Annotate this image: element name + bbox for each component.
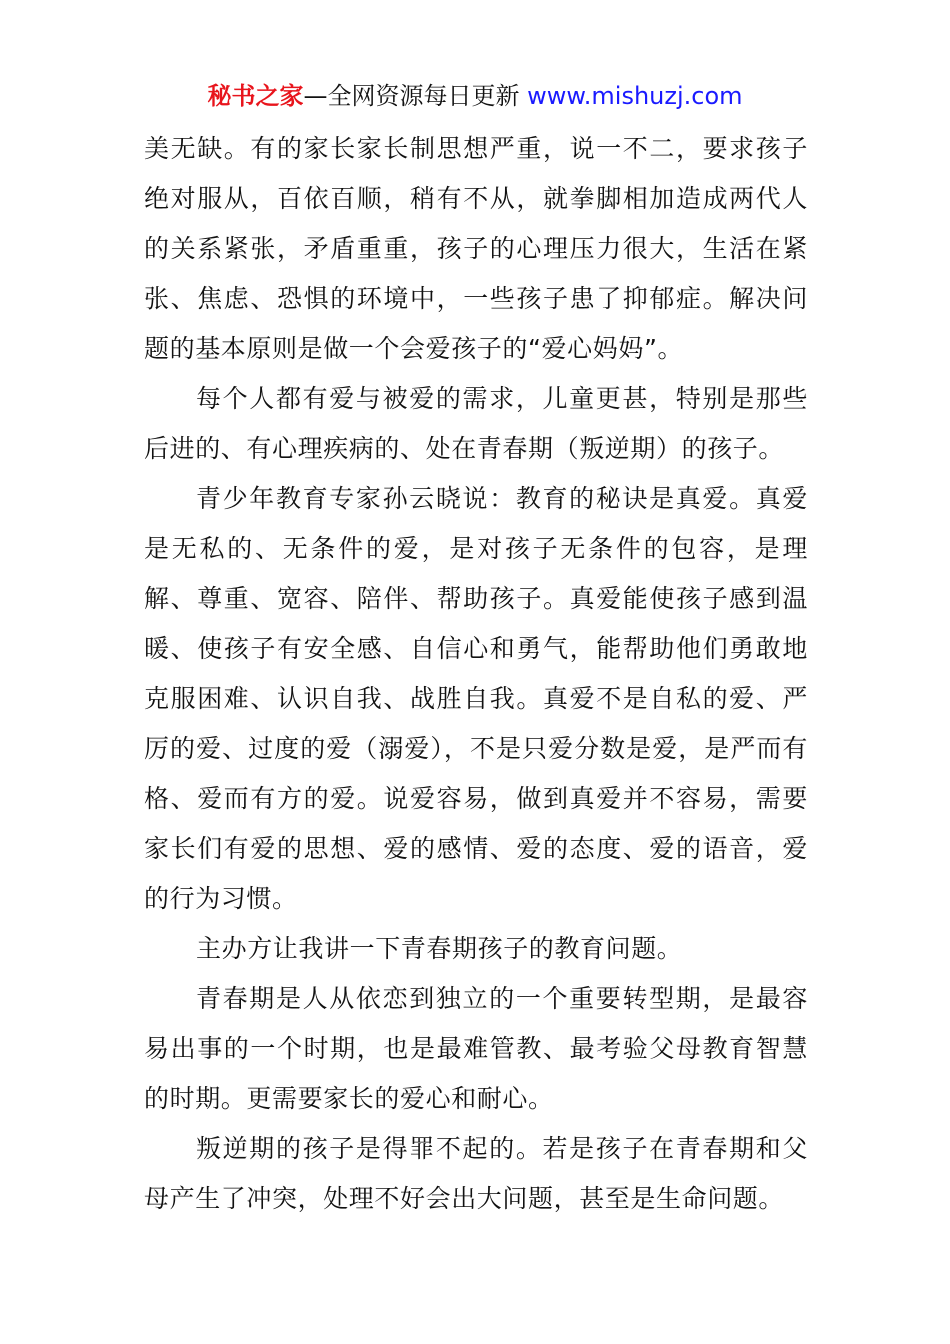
header-brand: 秘书之家: [207, 82, 304, 110]
paragraph: 青春期是人从依恋到独立的一个重要转型期，是最容易出事的一个时期，也是最难管教、最考验父母教育智慧的时期。更需要家长的爱心和耐心。: [144, 984, 808, 1113]
paragraph-continuation: 美无缺。有的家长家长制思想严重，说一不二，要求孩子绝对服从，百依百顺，稍有不从，就拳脚相加造成两代人的关系紧张，矛盾重重，孩子的心理压力很大，生活在紧张、焦虑、恐惧的环境中，一些孩子患了抑郁症。解决问题的基本原则是做一个会爱孩子的“爱心妈妈”。: [144, 134, 808, 363]
header-tagline: —全网资源每日更新: [303, 82, 528, 110]
paragraph: 主办方让我讲一下青春期孩子的教育问题。: [196, 934, 683, 963]
paragraph: 青少年教育专家孙云晓说：教育的秘诀是真爱。真爱是无私的、无条件的爱，是对孩子无条件的包容，是理解、尊重、宽容、陪伴、帮助孩子。真爱能使孩子感到温暖、使孩子有安全感、自信心和勇气，能帮助他们勇敢地克服困难、认识自我、战胜自我。真爱不是自私的爱、严厉的爱、过度的爱（溺爱），不是只爱分数是爱，是严而有格、爱而有方的爱。说爱容易，做到真爱并不容易，需要家长们有爱的思想、爱的感情、爱的态度、爱的语音，爱的行为习惯。: [144, 484, 808, 913]
paragraph: 叛逆期的孩子是得罪不起的。若是孩子在青春期和父母产生了冲突，处理不好会出大问题，甚至是生命问题。: [144, 1134, 808, 1213]
page-header: [0, 80, 950, 112]
header-url-link[interactable]: www.mishuzj.com: [527, 82, 743, 110]
document-body: [144, 124, 808, 1224]
paragraph: 每个人都有爱与被爱的需求，儿童更甚，特别是那些后进的、有心理疾病的、处在青春期（叛逆期）的孩子。: [144, 384, 808, 463]
